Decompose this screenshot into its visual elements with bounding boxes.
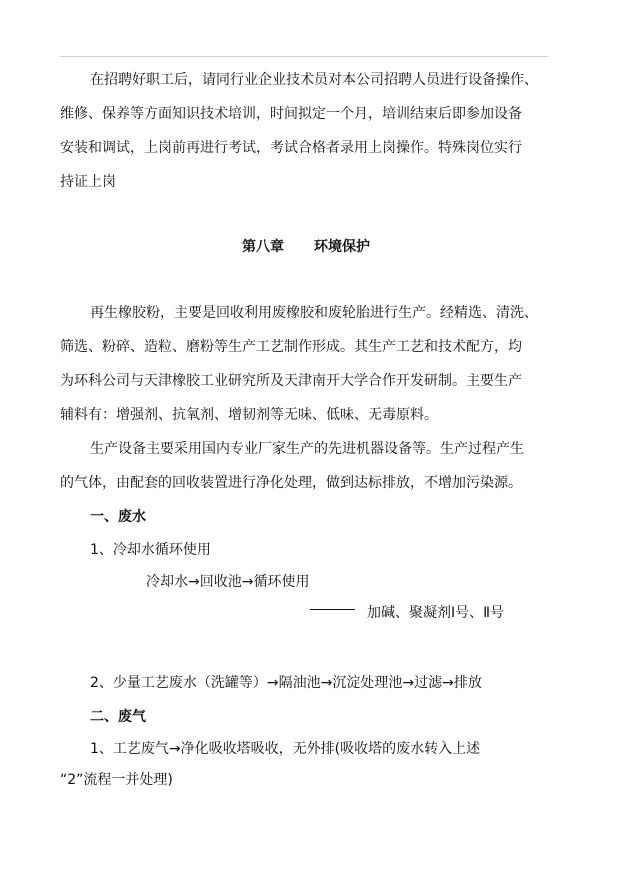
flow-text: 冷却水→回收池→循环使用: [146, 574, 310, 590]
paragraph-line: 的气体，由配套的回收装置进行净化处理，做到达标排放，不增加污染源。: [60, 475, 522, 491]
list-item: 1、冷却水循环使用: [90, 542, 211, 558]
paragraph-line: 安装和调试，上岗前再进行考试，考试合格者录用上岗操作。特殊岗位实行: [60, 140, 522, 156]
paragraph-line: 辅料有：增强剂、抗氧剂、增韧剂等无味、低味、无毒原料。: [60, 407, 438, 423]
list-item: 2、少量工艺废水（洗罐等）→隔油池→沉淀处理池→过滤→排放: [90, 675, 482, 691]
paragraph-line: 再生橡胶粉，主要是回收利用废橡胶和废轮胎进行生产。经精选、清洗、: [90, 305, 538, 321]
section-heading-wastewater: 一、废水: [90, 509, 146, 525]
paragraph-line: 为环科公司与天津橡胶工业研究所及天津南开大学合作开发研制。主要生产: [60, 373, 522, 389]
paragraph-line: 筛选、粉碎、造粒、磨粉等生产工艺制作形成。其生产工艺和技术配方，均: [60, 339, 522, 355]
paragraph-line: 生产设备主要采用国内专业厂家生产的先进机器设备等。生产过程产生: [90, 441, 524, 457]
chapter-title: 环境保护: [314, 239, 370, 255]
list-item: 1、工艺废气→净化吸收塔吸收，无外排(吸收塔的废水转入上述: [90, 741, 481, 757]
header-rule: [60, 56, 548, 57]
additive-note: 加碱、聚凝剂Ⅰ号、Ⅱ号: [367, 605, 505, 621]
flow-dash-line: [310, 609, 355, 610]
section-heading-exhaust: 二、废气: [90, 709, 146, 725]
paragraph-line: 维修、保养等方面知识技术培训，时间拟定一个月，培训结束后即参加设备: [60, 106, 522, 122]
list-item-continuation: “2”流程一并处理): [60, 772, 173, 788]
chapter-number: 第八章: [242, 239, 284, 255]
paragraph-line: 持证上岗: [60, 174, 116, 190]
paragraph-line: 在招聘好职工后，请同行业企业技术员对本公司招聘人员进行设备操作、: [90, 72, 538, 88]
